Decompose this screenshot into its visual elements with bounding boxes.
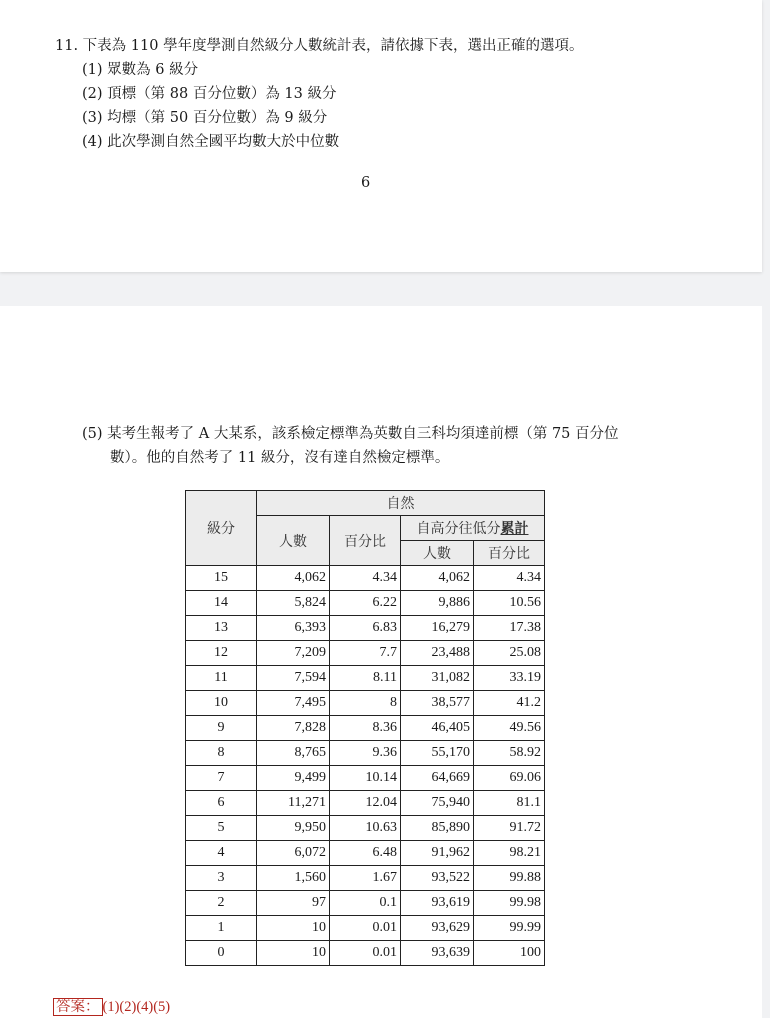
cell-count: 97: [257, 891, 330, 916]
header-cum-count: 人數: [401, 541, 474, 566]
cell-count: 10: [257, 941, 330, 966]
cell-count: 7,594: [257, 666, 330, 691]
cell-percent: 1.67: [330, 866, 401, 891]
cell-cum-percent: 4.34: [474, 566, 545, 591]
header-cum-percent: 百分比: [474, 541, 545, 566]
cell-count: 5,824: [257, 591, 330, 616]
header-cumulative-prefix: 自高分往低分: [416, 521, 501, 537]
cell-count: 10: [257, 916, 330, 941]
cell-level: 12: [186, 641, 257, 666]
cell-cum-count: 93,522: [401, 866, 474, 891]
option-2: (2) 頂標（第 88 百分位數）為 13 級分: [82, 86, 337, 102]
cell-level: 1: [186, 916, 257, 941]
table-row: [186, 616, 545, 641]
cell-cum-count: 93,619: [401, 891, 474, 916]
cell-percent: 8.11: [330, 666, 401, 691]
cell-percent: 7.7: [330, 641, 401, 666]
cell-level: 15: [186, 566, 257, 591]
cell-level: 3: [186, 866, 257, 891]
option-3: (3) 均標（第 50 百分位數）為 9 級分: [82, 110, 328, 126]
cell-cum-percent: 10.56: [474, 591, 545, 616]
header-level: 級分: [186, 491, 257, 566]
table-row: [186, 941, 545, 966]
cell-cum-percent: 91.72: [474, 816, 545, 841]
table-row: [186, 891, 545, 916]
cell-count: 6,072: [257, 841, 330, 866]
table-row: [186, 566, 545, 591]
cell-percent: 8.36: [330, 716, 401, 741]
cell-cum-count: 93,639: [401, 941, 474, 966]
cell-cum-percent: 69.06: [474, 766, 545, 791]
cell-level: 13: [186, 616, 257, 641]
cell-percent: 0.1: [330, 891, 401, 916]
cell-count: 8,765: [257, 741, 330, 766]
table-row: [186, 766, 545, 791]
cell-level: 14: [186, 591, 257, 616]
table-row: [186, 741, 545, 766]
cell-count: 6,393: [257, 616, 330, 641]
cell-cum-percent: 98.21: [474, 841, 545, 866]
question-stem: 11. 下表為 110 學年度學測自然級分人數統計表，請依據下表，選出正確的選項。: [55, 38, 584, 54]
cell-cum-percent: 41.2: [474, 691, 545, 716]
header-cumulative-suffix: 累計: [500, 521, 529, 537]
cell-percent: 4.34: [330, 566, 401, 591]
cell-level: 4: [186, 841, 257, 866]
cell-level: 7: [186, 766, 257, 791]
cell-percent: 12.04: [330, 791, 401, 816]
cell-cum-percent: 99.98: [474, 891, 545, 916]
header-cumulative: [401, 516, 545, 541]
cell-level: 2: [186, 891, 257, 916]
table-body: [186, 566, 545, 966]
cell-cum-count: 4,062: [401, 566, 474, 591]
table-row: [186, 841, 545, 866]
cell-cum-count: 23,488: [401, 641, 474, 666]
cell-cum-percent: 49.56: [474, 716, 545, 741]
cell-count: 7,495: [257, 691, 330, 716]
table-row: [186, 666, 545, 691]
header-count: 人數: [257, 516, 330, 566]
cell-cum-count: 64,669: [401, 766, 474, 791]
cell-percent: 6.22: [330, 591, 401, 616]
header-subject: 自然: [257, 491, 545, 516]
cell-cum-count: 91,962: [401, 841, 474, 866]
cell-cum-percent: 99.88: [474, 866, 545, 891]
cell-percent: 6.48: [330, 841, 401, 866]
cell-percent: 10.63: [330, 816, 401, 841]
cell-percent: 0.01: [330, 916, 401, 941]
cell-cum-count: 9,886: [401, 591, 474, 616]
table-row: [186, 791, 545, 816]
cell-cum-percent: 25.08: [474, 641, 545, 666]
cell-level: 11: [186, 666, 257, 691]
option-4: (4) 此次學測自然全國平均數大於中位數: [82, 134, 340, 150]
table-row: [186, 916, 545, 941]
cell-cum-percent: 17.38: [474, 616, 545, 641]
cell-percent: 6.83: [330, 616, 401, 641]
cell-cum-percent: 100: [474, 941, 545, 966]
table-row: [186, 866, 545, 891]
option-5-line-2: 數）。他的自然考了 11 級分，沒有達自然檢定標準。: [110, 450, 450, 466]
cell-count: 9,950: [257, 816, 330, 841]
table-row: [186, 716, 545, 741]
option-1: (1) 眾數為 6 級分: [82, 62, 199, 78]
table-row: [186, 691, 545, 716]
cell-cum-count: 55,170: [401, 741, 474, 766]
cell-cum-count: 16,279: [401, 616, 474, 641]
cell-cum-percent: 81.1: [474, 791, 545, 816]
cell-cum-percent: 58.92: [474, 741, 545, 766]
table-row: [186, 816, 545, 841]
cell-count: 7,828: [257, 716, 330, 741]
cell-cum-count: 46,405: [401, 716, 474, 741]
answer-value: (1)(2)(4)(5): [102, 999, 171, 1015]
page-2: [0, 306, 762, 1018]
cell-level: 5: [186, 816, 257, 841]
cell-cum-percent: 33.19: [474, 666, 545, 691]
cell-cum-count: 85,890: [401, 816, 474, 841]
cell-level: 10: [186, 691, 257, 716]
cell-cum-count: 75,940: [401, 791, 474, 816]
cell-cum-count: 38,577: [401, 691, 474, 716]
cell-count: 7,209: [257, 641, 330, 666]
cell-percent: 10.14: [330, 766, 401, 791]
cell-percent: 0.01: [330, 941, 401, 966]
cell-percent: 8: [330, 691, 401, 716]
cell-cum-count: 31,082: [401, 666, 474, 691]
cell-level: 6: [186, 791, 257, 816]
header-percent: 百分比: [330, 516, 401, 566]
cell-count: 9,499: [257, 766, 330, 791]
cell-percent: 9.36: [330, 741, 401, 766]
cell-count: 11,271: [257, 791, 330, 816]
cell-cum-percent: 99.99: [474, 916, 545, 941]
score-distribution-table: [185, 490, 545, 966]
cell-count: 4,062: [257, 566, 330, 591]
answer-label: 答案：: [53, 998, 103, 1016]
cell-level: 8: [186, 741, 257, 766]
option-5-line-1: (5) 某考生報考了 A 大某系，該系檢定標準為英數自三科均須達前標（第 75 百分位: [82, 426, 619, 442]
page-number: 6: [361, 175, 371, 191]
cell-level: 9: [186, 716, 257, 741]
answer: [53, 995, 170, 1016]
cell-level: 0: [186, 941, 257, 966]
table-row: [186, 591, 545, 616]
table-row: [186, 641, 545, 666]
cell-count: 1,560: [257, 866, 330, 891]
cell-cum-count: 93,629: [401, 916, 474, 941]
page-1: [0, 0, 762, 272]
